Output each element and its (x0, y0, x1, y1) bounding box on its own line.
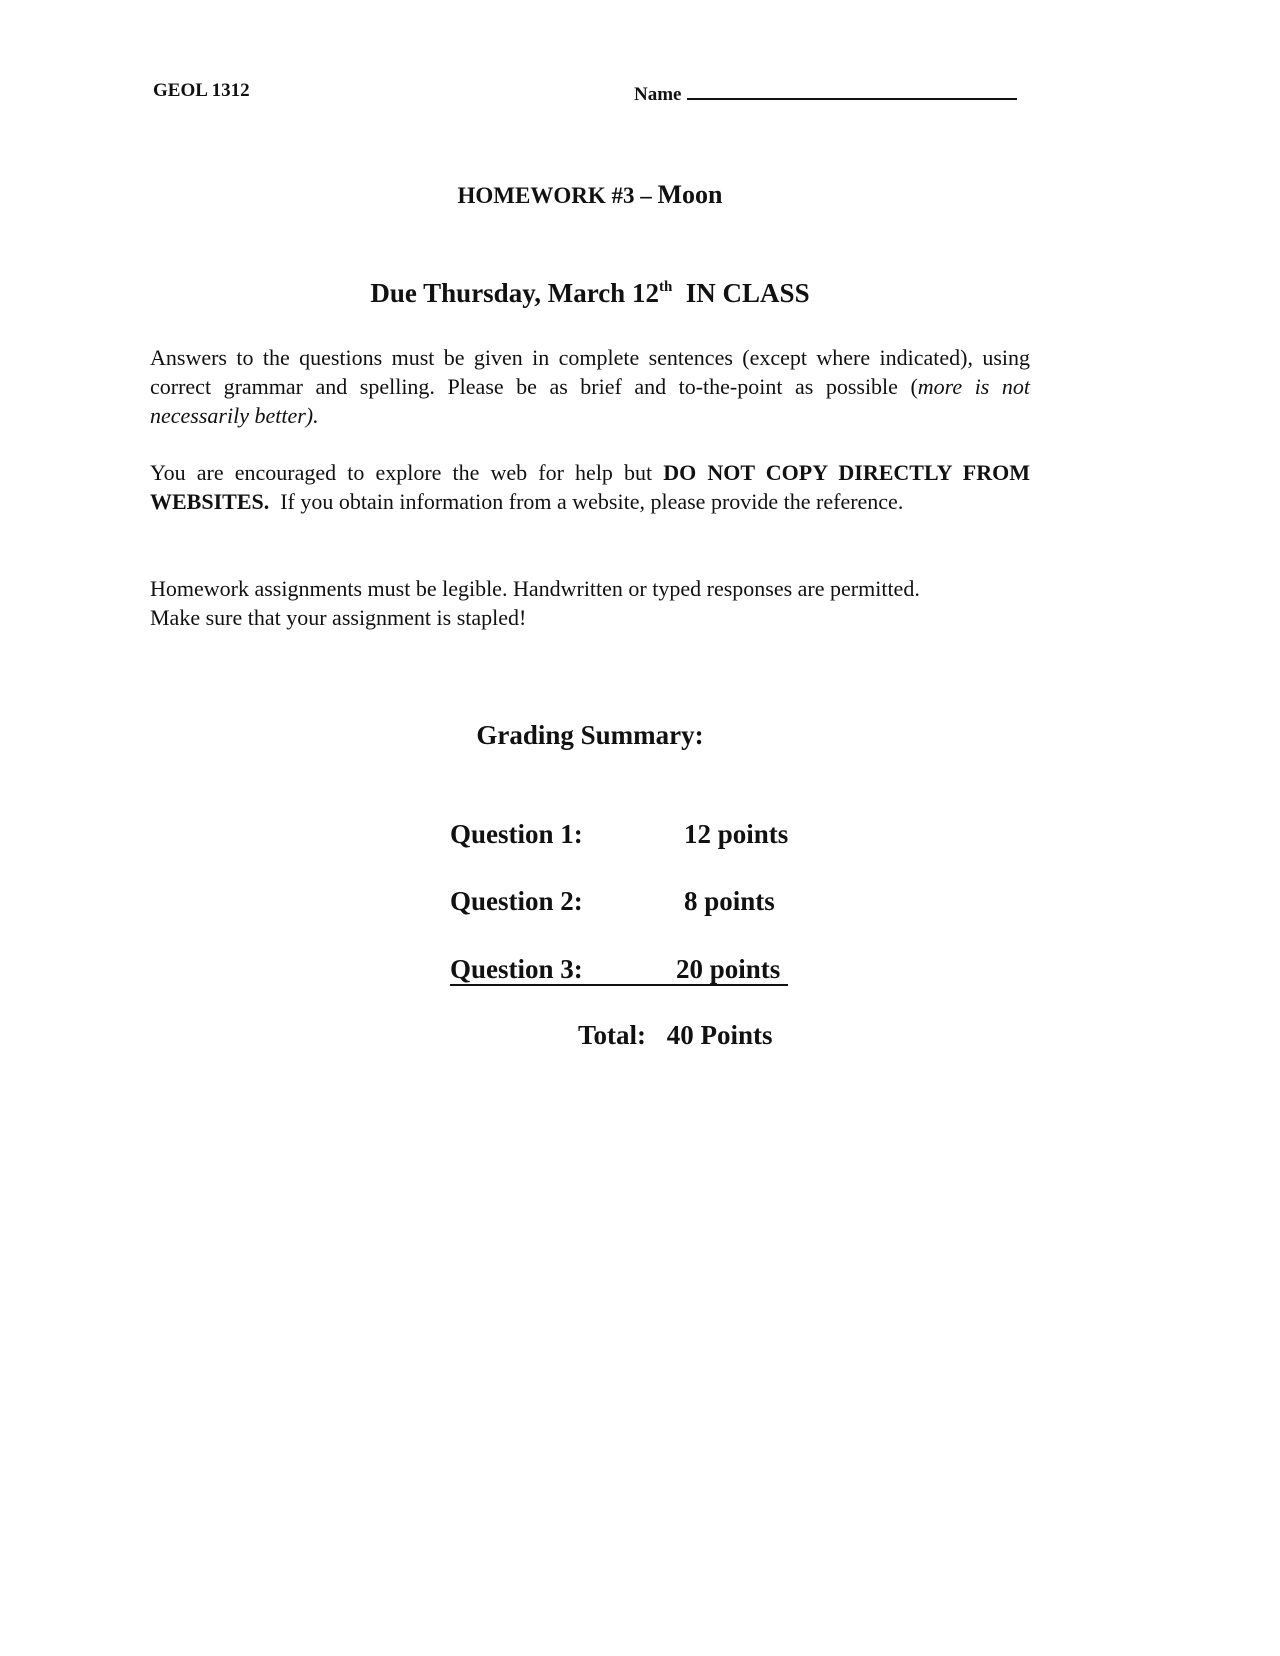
instructions-text-2b: If you obtain information from a website, please provide the reference. (280, 489, 904, 514)
due-date-line (0, 278, 1180, 309)
question-label: Question 1: (450, 819, 583, 849)
homework-topic: Moon (657, 180, 723, 209)
instructions-bold-warning: DO NOT COPY DIRECTLY FROM WEBSITES. (150, 460, 1030, 514)
instructions-paragraph-2 (150, 458, 1030, 516)
grading-row-question-2 (450, 886, 800, 920)
instructions-text-3a: Homework assignments must be legible. Handwritten or typed responses are permitted. (150, 576, 920, 601)
instructions-italic-note: more is not necessarily better). (150, 374, 1030, 428)
grading-summary-title: Grading Summary: (476, 720, 704, 750)
homework-title (0, 180, 1180, 210)
due-date-suffix: IN CLASS (685, 278, 810, 308)
instructions-text-3b: Make sure that your assignment is stapled! (150, 605, 527, 630)
question-points: 20 points (676, 954, 781, 984)
question-label: Question 2: (450, 886, 583, 916)
grading-total-row (578, 1020, 773, 1051)
grading-row-question-3 (450, 954, 790, 988)
due-date-ordinal: th (658, 279, 673, 295)
name-label: Name (634, 84, 682, 105)
due-date-prefix: Due Thursday, March 12 (370, 278, 659, 308)
name-field (634, 80, 1017, 106)
sum-underline (450, 984, 788, 986)
document-header (153, 80, 1028, 110)
grading-row-question-1 (450, 819, 800, 853)
question-points: 8 points (684, 886, 775, 916)
total-value: 40 Points (666, 1020, 773, 1050)
instructions-paragraph-1 (150, 343, 1030, 430)
instructions-text-2a: You are encouraged to explore the web for help but (150, 460, 653, 485)
name-blank-line[interactable] (687, 80, 1017, 100)
question-points: 12 points (684, 819, 789, 849)
homework-title-prefix: HOMEWORK #3 – (457, 183, 652, 208)
total-label: Total: (578, 1020, 647, 1050)
question-label: Question 3: (450, 954, 583, 984)
instructions-text-1: Answers to the questions must be given in complete sentences (except where indicated), using correct grammar and spelling. Please be as brief and to-the-point as possible ( (150, 345, 1030, 399)
instructions-paragraph-3 (150, 574, 1030, 632)
course-code: GEOL 1312 (153, 80, 250, 101)
